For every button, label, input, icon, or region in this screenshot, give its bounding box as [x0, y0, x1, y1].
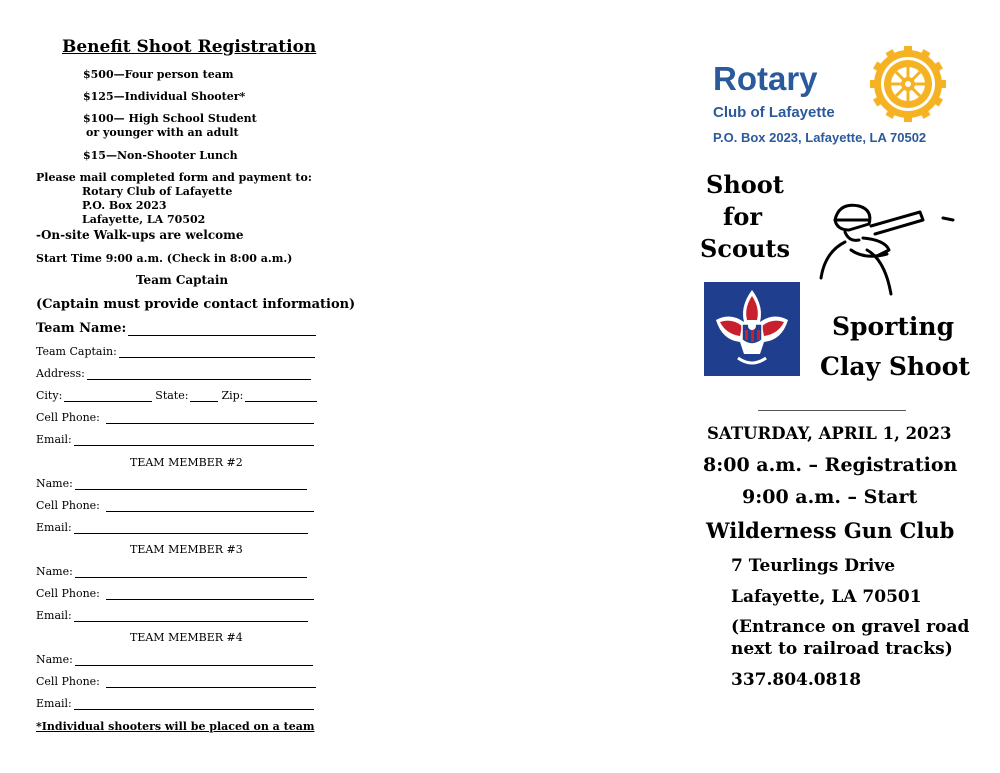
captain-label: Team Captain:	[36, 345, 117, 358]
zip-label: Zip:	[221, 389, 244, 402]
mail-line: Lafayette, LA 70502	[82, 213, 206, 226]
name-line[interactable]	[75, 566, 307, 578]
name-label: Name:	[36, 653, 73, 666]
walkups-note: -On-site Walk-ups are welcome	[36, 228, 244, 242]
team-captain-header: Team Captain	[136, 273, 229, 287]
rotary-address: P.O. Box 2023, Lafayette, LA 70502	[713, 130, 927, 145]
captain-field[interactable]	[36, 345, 315, 358]
member-email-field[interactable]	[36, 609, 308, 622]
member-cell-field[interactable]	[36, 587, 314, 600]
member-name-field[interactable]	[36, 477, 307, 490]
venue-name: Wilderness Gun Club	[706, 518, 955, 543]
mail-line: Rotary Club of Lafayette	[82, 185, 233, 198]
address-field[interactable]	[36, 367, 311, 380]
name-label: Name:	[36, 477, 73, 490]
name-line[interactable]	[75, 478, 307, 490]
rotary-name: Rotary	[713, 60, 818, 97]
event-panel	[680, 0, 1000, 773]
email-label: Email:	[36, 433, 72, 446]
city-label: City:	[36, 389, 63, 402]
phone-number: 337.804.0818	[731, 670, 862, 690]
captain-note: (Captain must provide contact information)	[36, 297, 356, 312]
venue-street: 7 Teurlings Drive	[731, 556, 896, 576]
entrance-note: next to railroad tracks)	[731, 639, 953, 659]
mail-intro: Please mail completed form and payment to:	[36, 171, 312, 184]
member-header: TEAM MEMBER #4	[130, 631, 243, 644]
member-name-field[interactable]	[36, 653, 313, 666]
state-label: State:	[155, 389, 189, 402]
email-line[interactable]	[74, 522, 308, 534]
member-header: TEAM MEMBER #2	[130, 456, 243, 469]
event-date: SATURDAY, APRIL 1, 2023	[707, 424, 952, 443]
state-line[interactable]	[190, 390, 218, 402]
cell-label: Cell Phone:	[36, 587, 100, 600]
team-name-line[interactable]	[128, 324, 316, 336]
registration-time: 8:00 a.m. – Registration	[703, 454, 958, 476]
rotary-club: Club of Lafayette	[713, 104, 835, 121]
name-label: Name:	[36, 565, 73, 578]
mail-line: P.O. Box 2023	[82, 199, 167, 212]
name-line[interactable]	[75, 654, 313, 666]
captain-email-field[interactable]	[36, 433, 314, 446]
start-time-right: 9:00 a.m. – Start	[742, 486, 918, 508]
price-lunch: $15—Non-Shooter Lunch	[83, 149, 238, 162]
member-name-field[interactable]	[36, 565, 307, 578]
email-label: Email:	[36, 697, 72, 710]
email-label: Email:	[36, 521, 72, 534]
sporting-line: Sporting	[832, 312, 955, 341]
price-student: $100— High School Student	[83, 112, 257, 125]
email-label: Email:	[36, 609, 72, 622]
cell-line[interactable]	[106, 676, 316, 688]
shooter-icon	[815, 198, 970, 298]
member-cell-field[interactable]	[36, 675, 316, 688]
shoot-line: Shoot	[706, 170, 784, 199]
venue-city: Lafayette, LA 70501	[731, 587, 922, 607]
team-name-field[interactable]	[36, 321, 316, 336]
team-name-label: Team Name:	[36, 321, 127, 336]
email-line[interactable]	[74, 610, 308, 622]
captain-line[interactable]	[119, 346, 315, 358]
scout-emblem-icon	[704, 282, 800, 376]
rotary-wheel-icon	[868, 44, 948, 124]
city-state-zip-field[interactable]	[36, 389, 317, 402]
cell-line[interactable]	[106, 588, 314, 600]
form-title: Benefit Shoot Registration	[62, 37, 317, 57]
start-time: Start Time 9:00 a.m. (Check in 8:00 a.m.)	[36, 252, 293, 265]
price-team: $500—Four person team	[83, 68, 234, 81]
shoot-line: for	[723, 202, 762, 231]
cell-line[interactable]	[106, 412, 314, 424]
address-label: Address:	[36, 367, 85, 380]
cell-label: Cell Phone:	[36, 499, 100, 512]
zip-line[interactable]	[245, 390, 317, 402]
address-line[interactable]	[87, 368, 311, 380]
member-cell-field[interactable]	[36, 499, 314, 512]
price-student-note: or younger with an adult	[86, 126, 239, 139]
email-line[interactable]	[74, 698, 314, 710]
member-header: TEAM MEMBER #3	[130, 543, 243, 556]
shoot-line: Scouts	[700, 234, 790, 263]
clay-shoot-line: Clay Shoot	[820, 352, 970, 381]
footnote: *Individual shooters will be placed on a team	[36, 720, 315, 733]
entrance-note: (Entrance on gravel road	[731, 617, 970, 637]
member-email-field[interactable]	[36, 697, 314, 710]
cell-label: Cell Phone:	[36, 675, 100, 688]
member-email-field[interactable]	[36, 521, 308, 534]
cell-line[interactable]	[106, 500, 314, 512]
divider	[758, 410, 906, 411]
captain-cell-field[interactable]	[36, 411, 314, 424]
cell-label: Cell Phone:	[36, 411, 100, 424]
email-line[interactable]	[74, 434, 314, 446]
price-individual: $125—Individual Shooter*	[83, 90, 246, 103]
city-line[interactable]	[64, 390, 152, 402]
